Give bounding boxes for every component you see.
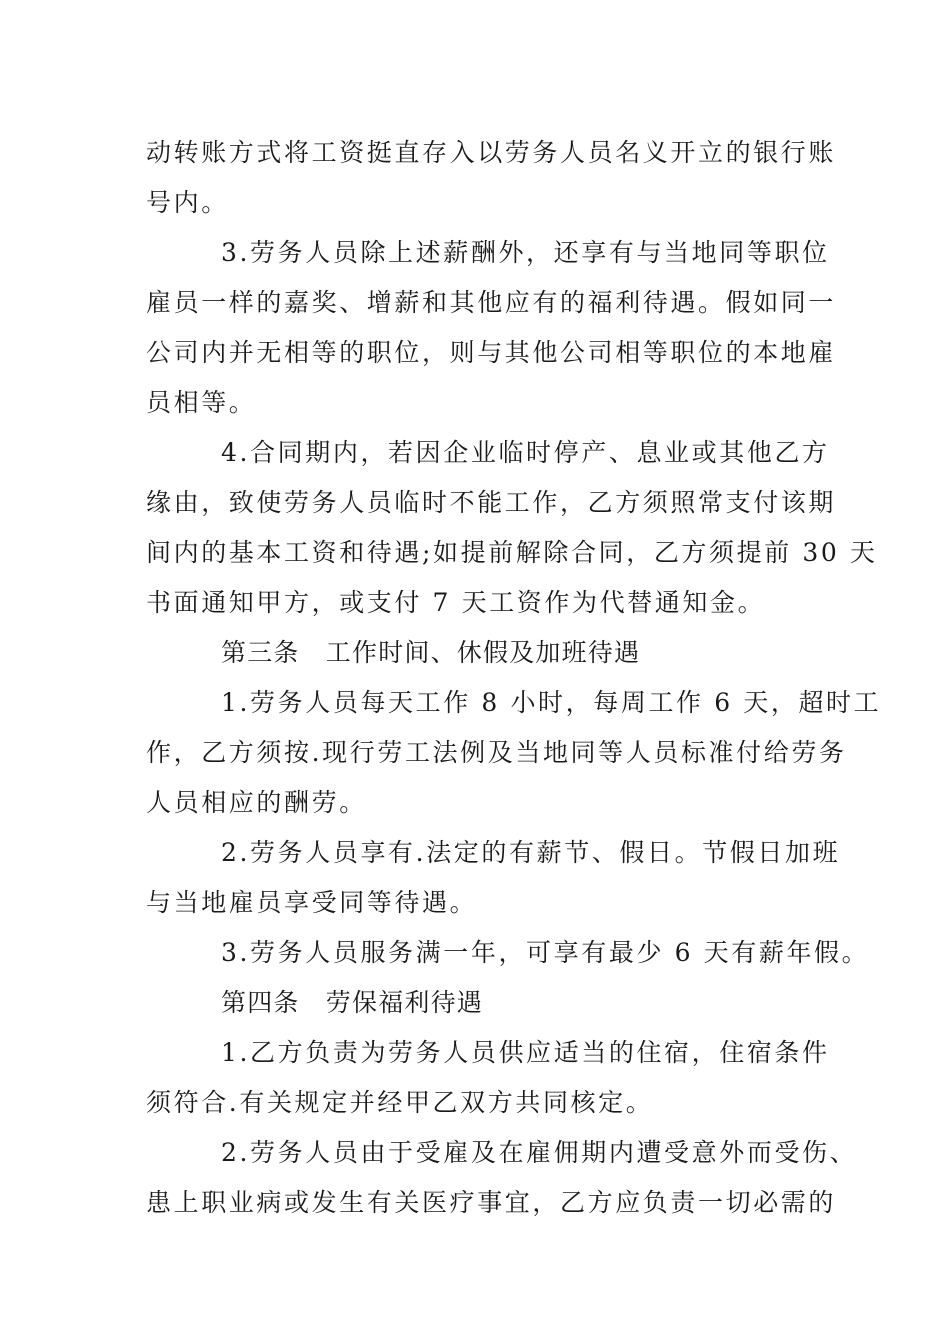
text-line: 2.劳务人员由于受雇及在雇佣期内遭受意外而受伤、 bbox=[221, 1138, 858, 1167]
text-line: 须符合.有关规定并经甲乙双方共同核定。 bbox=[146, 1088, 654, 1117]
text-line: 人员相应的酬劳。 bbox=[146, 788, 367, 817]
text-line: 3.劳务人员除上述薪酬外，还享有与当地同等职位 bbox=[221, 238, 830, 267]
section-heading: 第三条 工作时间、休假及加班待遇 bbox=[221, 638, 641, 667]
text-line: 4.合同期内，若因企业临时停产、息业或其他乙方 bbox=[221, 438, 830, 467]
text-line: 雇员一样的嘉奖、增薪和其他应有的福利待遇。假如同一 bbox=[146, 288, 837, 317]
text-line: 1.劳务人员每天工作 8 小时，每周工作 6 天，超时工 bbox=[221, 688, 882, 717]
text-line: 动转账方式将工资挺直存入以劳务人员名义开立的银行账 bbox=[146, 138, 837, 167]
text-line: 3.劳务人员服务满一年，可享有最少 6 天有薪年假。 bbox=[221, 938, 870, 967]
text-line: 间内的基本工资和待遇;如提前解除合同，乙方须提前 30 天 bbox=[146, 538, 878, 567]
text-line: 公司内并无相等的职位，则与其他公司相等职位的本地雇 bbox=[146, 338, 837, 367]
text-line: 1.乙方负责为劳务人员供应适当的住宿，住宿条件 bbox=[221, 1038, 830, 1067]
text-line: 员相等。 bbox=[146, 388, 257, 417]
text-line: 与当地雇员享受同等待遇。 bbox=[146, 888, 478, 917]
section-heading: 第四条 劳保福利待遇 bbox=[221, 988, 484, 1017]
text-line: 作，乙方须按.现行劳工法例及当地同等人员标准付给劳务 bbox=[146, 738, 847, 767]
text-line: 患上职业病或发生有关医疗事宜，乙方应负责一切必需的 bbox=[146, 1188, 837, 1217]
text-line: 书面通知甲方，或支付 7 天工资作为代替通知金。 bbox=[146, 588, 766, 617]
text-line: 号内。 bbox=[146, 188, 229, 217]
text-line: 缘由，致使劳务人员临时不能工作，乙方须照常支付该期 bbox=[146, 488, 837, 517]
text-line: 2.劳务人员享有.法定的有薪节、假日。节假日加班 bbox=[221, 838, 841, 867]
